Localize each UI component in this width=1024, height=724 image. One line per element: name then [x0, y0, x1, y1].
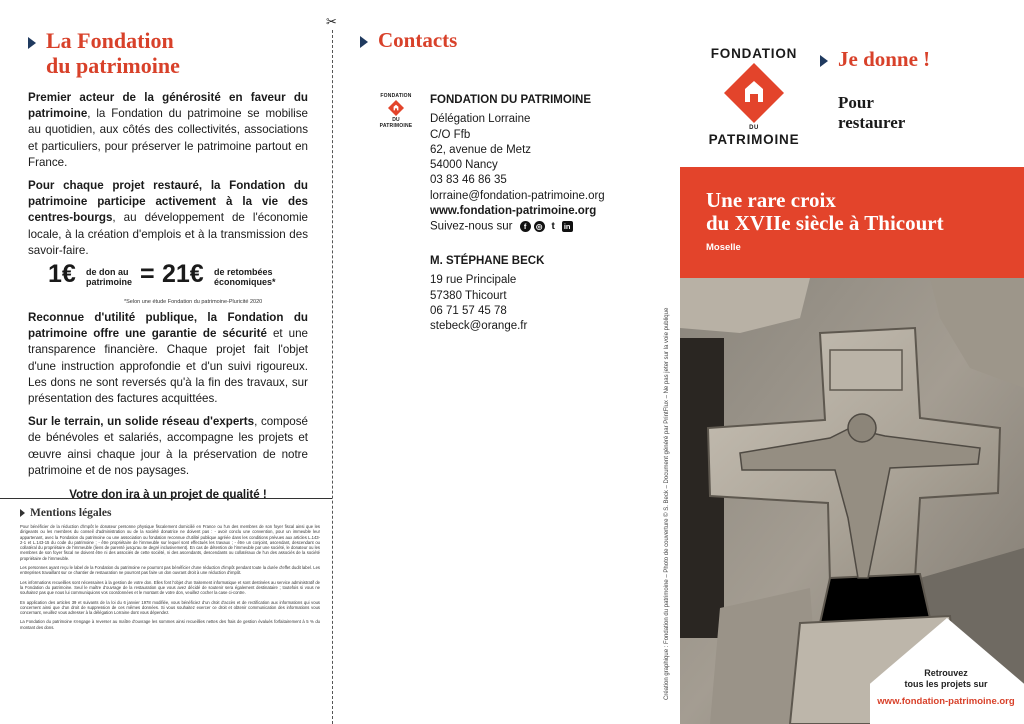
contacts-column [340, 0, 670, 724]
person-name: M. STÉPHANE BECK [430, 255, 545, 267]
org-line: Délégation Lorraine [430, 113, 531, 126]
org-phone: 03 83 46 86 35 [430, 174, 507, 187]
paragraph-4-text: , composé de bénévoles et salariés, accompagne les projets et œuvre ainsi chaque jour à la préservation de notre patrimoine et de nos paysages. [28, 415, 308, 477]
house-diamond-icon [724, 63, 784, 123]
contacts-title [360, 28, 457, 53]
pour-text: Pour [838, 93, 874, 112]
find-projects-line2: tous les projets sur [904, 679, 988, 689]
instagram-icon[interactable]: ◎ [534, 221, 545, 232]
logo-bottom: PATRIMOINE [708, 132, 800, 147]
legal-text [20, 524, 320, 634]
triangle-bullet-icon [28, 37, 36, 49]
legal-paragraph: Les personnes ayant reçu le label de la Fondation du patrimoine ne pourront pas bénéficier d'une réduction d'impôt pendant toute la durée d'effet dudit label. Les entreprises travaillant sur ce chantier de restauration ne pourront pas faire un don ouvrant droit à une réduction d'impôt. [20, 565, 320, 576]
legal-paragraph: Les informations recueillies sont nécessaires à la gestion de votre don. Elles font l'objet d'un traitement informatique et sont destinées au service administratif de la Fondation du patrimoine. Seul le maître d'ouvrage de la restauration que vous avez décidé de soutenir sera également destinataire ; toutefois si vous ne souhaitez pas que nous lui communiquions vos coordonnées et le montant de votre don, veuillez cocher la case ci-contre. [20, 579, 320, 596]
project-banner [680, 167, 1024, 278]
logo-top: FONDATION [710, 46, 798, 61]
logo-small-patrimoine: PATRIMOINE [379, 123, 413, 129]
triangle-bullet-icon [820, 55, 828, 67]
logo-small-top: FONDATION [380, 93, 412, 99]
project-title [706, 189, 1024, 235]
foundation-logo-small [376, 93, 416, 129]
foundation-contact [430, 93, 605, 235]
cover-column [680, 0, 1024, 724]
legal-paragraph: Pour bénéficier de la réduction d'impôt le donateur personne physique fiscalement domicilié en France ou l'un des membres de son foyer fiscal ainsi que les dirigeants ou les membres du conseil d'administration ou de la société donatrice ne doivent pas : - avoir conclu une convention, pour un immeuble leur appartenant, avec la Fondation du patrimoine ou une association ou fondation reconnue d'utilité publique agréée dans les conditions prévues aux articles L.143-2-1 et L.143-15 du code du patrimoine ; - être propriétaire de l'immeuble sur lequel sont effectués les travaux ; - être un conjoint, ascendant, descendant ou collatéral du propriétaire de l'immeuble (liens de parenté jusqu'au 4e degré inclusivement). En cas de détention de l'immeuble par une société, le donateur ou les membres de son foyer fiscal ne doivent être ni des associés de cette société, ni des ascendants, descendants ou collatéraux de l'un des associés de la société propriétaire de l'immeuble. [20, 524, 320, 561]
credit-text: Création graphique : Fondation du patrimoine – Photo de couverture © S. Beck – Document généré par PrintFlux – Ne pas jeter sur la voie publique [664, 307, 670, 700]
foundation-logo [704, 46, 804, 147]
social-row [430, 219, 605, 235]
cut-line [332, 30, 333, 724]
logo-du: DU [749, 125, 759, 131]
projects-website-link[interactable]: www.fondation-patrimoine.org [877, 696, 1015, 707]
je-donne-text: Je donne ! [838, 47, 931, 71]
foundation-title [28, 28, 180, 78]
stat-right-value: 21€ [162, 260, 204, 289]
org-name: FONDATION DU PATRIMOINE [430, 94, 591, 106]
pour-restaurer [838, 93, 905, 133]
foundation-column [0, 0, 332, 724]
stat-equals: = [140, 260, 155, 289]
donation-stat [28, 260, 308, 306]
stat-right-caption-l1: de retombées [214, 267, 273, 278]
foundation-title-line2: du patrimoine [46, 53, 180, 78]
person-email[interactable]: stebeck@orange.fr [430, 320, 528, 333]
stat-right-caption [214, 268, 276, 287]
paragraph-3-text: et une transparence financière. Chaque projet fait l'objet d'une instruction approfondie et d'un suivi rigoureux. Les dons ne sont reversés qu'à la fin des travaux, sur présentation des factures acquittées. [28, 327, 308, 406]
org-line: C/O Ffb [430, 128, 471, 141]
quality-statement: Votre don ira à un projet de qualité ! [69, 488, 267, 502]
legal-paragraph: La Fondation du patrimoine s'engage à reverser au maître d'ouvrage les sommes ainsi recueillies nettes des frais de gestion évalués forfaitairement à 5 % du montant des dons. [20, 619, 320, 630]
contacts-title-text: Contacts [378, 28, 458, 52]
person-phone: 06 71 57 45 78 [430, 304, 507, 317]
project-title-line2: du XVIIe siècle à Thicourt [706, 211, 944, 235]
facebook-icon[interactable]: f [520, 221, 531, 232]
stat-left-caption-l1: de don au [86, 267, 129, 278]
find-projects [866, 668, 1024, 707]
paragraph-1-text: , la Fondation du patrimoine se mobilise au quotidien, aux côtés des collectivités, associations et particuliers, pour préserver le patrimoine partout en France. [28, 107, 308, 169]
logo-small-bottom [376, 117, 416, 129]
social-icons [520, 219, 576, 234]
house-diamond-icon [388, 100, 404, 116]
logo-small-du: DU [392, 117, 400, 123]
restaurer-text: restaurer [838, 113, 906, 132]
find-projects-line1: Retrouvez [924, 668, 968, 678]
foundation-title-line1: La Fondation [46, 28, 174, 53]
triangle-bullet-icon [20, 509, 25, 517]
legal-paragraph: En application des articles 39 et suivants de la loi du 6 janvier 1978 modifiée, vous bénéficiez d'un droit d'accès et de rectification aux informations qui vous concernent ainsi que d'un droit de suppression de ces mêmes données. Si vous souhaitez exercer ce droit et obtenir communication des informations vous concernant, veuillez vous adresser à la délégation Lorraine dont vous dépendez. [20, 599, 320, 616]
triangle-bullet-icon [360, 36, 368, 48]
stat-left-caption-l2: patrimoine [86, 276, 133, 287]
stat-footnote: *Selon une étude Fondation du patrimoine-Pluricité 2020 [124, 299, 263, 306]
org-website[interactable]: www.fondation-patrimoine.org [430, 205, 597, 218]
stat-left-caption [86, 268, 132, 287]
je-donne-heading [820, 47, 930, 72]
person-line: 19 rue Principale [430, 274, 517, 287]
paragraph-4 [28, 414, 308, 479]
paragraph-3-bold: Reconnue d'utilité publique, la Fondation du patrimoine offre une garantie de sécurité [28, 311, 308, 341]
follow-label: Suivez-nous sur [430, 221, 513, 234]
scissors-icon: ✂ [326, 14, 337, 29]
legal-title-text: Mentions légales [30, 507, 112, 519]
paragraph-4-bold: Sur le terrain, un solide réseau d'experts [28, 415, 255, 429]
org-email[interactable]: lorraine@fondation-patrimoine.org [430, 189, 605, 202]
org-line: 62, avenue de Metz [430, 143, 532, 156]
person-contact [430, 254, 544, 334]
legal-title [20, 507, 111, 519]
person-line: 57380 Thicourt [430, 289, 507, 302]
project-title-line1: Une rare croix [706, 188, 836, 212]
paragraph-1-bold: Premier acteur de la générosité en faveur du patrimoine [28, 91, 308, 121]
paragraph-2-bold: Pour chaque projet restauré, la Fondation du patrimoine participe activement à la vie des centres-bourgs [28, 179, 308, 225]
twitter-icon[interactable]: t [551, 221, 555, 233]
org-line: 54000 Nancy [430, 159, 498, 172]
paragraph-3 [28, 310, 308, 407]
paragraph-2-text: , au développement de l'économie locale, à la création d'emplois et à la transmission des savoir-faire. [28, 211, 308, 257]
divider [0, 498, 332, 499]
stat-right-caption-l2: économiques* [214, 276, 276, 287]
stat-left-value: 1€ [48, 260, 76, 289]
paragraph-2 [28, 178, 308, 259]
paragraph-1 [28, 90, 308, 171]
project-region: Moselle [706, 242, 741, 253]
linkedin-icon[interactable]: in [562, 221, 573, 232]
foundation-body [28, 90, 308, 503]
